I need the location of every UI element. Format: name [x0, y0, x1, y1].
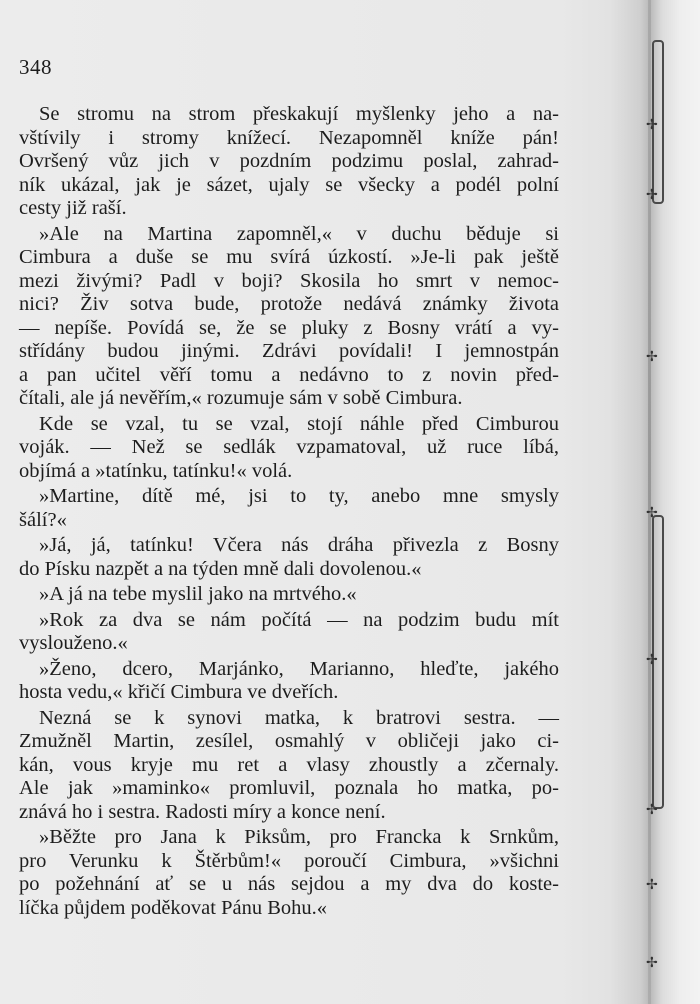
text-line: — nepíše. Povídá se, že se pluky z Bosny vrátí a vy- — [19, 316, 559, 339]
text-line: »Ženo, dcero, Marjánko, Marianno, hleďte, jakého — [39, 657, 559, 680]
text-line: nici? Živ sotva bude, protože nedává známky života — [19, 293, 559, 315]
page-number: 348 — [19, 55, 52, 79]
text-line: Se stromu na strom přeskakují myšlenky jeho a na- — [39, 103, 559, 125]
paragraph — [19, 413, 559, 484]
binding-stitch: ✢ — [646, 955, 658, 971]
text-line: mezi živými? Padl v boji? Skosila ho smrt v nemoc- — [19, 269, 559, 292]
text-line: »A já na tebe myslil jako na mrtvého.« — [39, 583, 357, 605]
paragraph — [19, 826, 559, 920]
text-line: do Písku nazpět a na týden mně dali dovolenou.« — [19, 557, 422, 580]
binding-stitch: ✢ — [646, 117, 658, 133]
body-text — [19, 103, 559, 920]
binding-stitch: ✢ — [646, 505, 658, 521]
text-line: Cimbura a duše se mu svírá úzkostí. »Je-li pak ještě — [19, 246, 559, 268]
text-line: Nezná se k synovi matka, k bratrovi sestra. — — [39, 706, 559, 729]
text-line: ník ukázal, jak je sázet, ujaly se všecky a podél polní — [19, 173, 559, 196]
text-line: vštívily i stromy knížecí. Nezapomněl kníže pán! — [19, 126, 559, 149]
text-line: líčka půjdem poděkovat Pánu Bohu.« — [19, 896, 328, 919]
text-line: hosta vedu,« křičí Cimbura ve dveřích. — [19, 681, 339, 703]
paragraph — [19, 609, 559, 656]
text-line: Ale jak »maminko« promluvil, poznala ho matka, po- — [19, 777, 559, 799]
text-line: šálí?« — [19, 508, 67, 531]
paragraph — [19, 223, 559, 411]
paragraph — [19, 707, 559, 825]
text-line: kán, vous kryje mu ret a vlasy zhoustly a zčernaly. — [19, 753, 559, 776]
paragraph — [19, 103, 559, 221]
text-line: Zmužněl Martin, zesílel, osmahlý v obličeji jako ci- — [19, 730, 559, 752]
text-line: a pan učitel věří tomu a nedávno to z novin před- — [19, 363, 559, 386]
binding-stitch: ✢ — [646, 877, 658, 893]
text-line: »Já, já, tatínku! Včera nás dráha přivezla z Bosny — [39, 534, 559, 556]
text-line: čítali, ale já nevěřím,« rozumuje sám v sobě Cimbura. — [19, 387, 463, 409]
text-line: pro Verunku k Štěrbům!« poroučí Cimbura, »všichni — [19, 849, 559, 872]
paragraph — [19, 658, 559, 705]
text-line: voják. — Než se sedlák vzpamatoval, už ruce líbá, — [19, 436, 559, 458]
binding-stitch: ✢ — [646, 187, 658, 203]
text-line: »Rok za dva se nám počítá — na podzim budu mít — [39, 608, 559, 631]
text-line: »Ale na Martina zapomněl,« v duchu běduje si — [39, 222, 559, 245]
binding-gutter — [648, 0, 651, 1004]
binding-stitch: ✢ — [646, 802, 658, 818]
paragraph — [19, 534, 559, 581]
text-line: Kde se vzal, tu se vzal, stojí náhle před Cimburou — [39, 412, 559, 435]
text-line: střídány budou jinými. Zdrávi povídali! I jemnostpán — [19, 340, 559, 362]
text-line: »Běžte pro Jana k Piksům, pro Francka k Srnkům, — [39, 826, 559, 848]
binding-stitch: ✢ — [646, 652, 658, 668]
text-line: po požehnání ať se u nás sejdou a my dva do koste- — [19, 873, 559, 895]
text-line: objímá a »tatínku, tatínku!« volá. — [19, 459, 293, 482]
text-line: cesty již raší. — [19, 197, 127, 219]
text-line: Ovršený vůz jich v pozdním podzimu poslal, zahrad- — [19, 150, 559, 172]
paragraph — [19, 583, 559, 607]
text-line: znává ho i sestra. Radosti míry a konce není. — [19, 800, 386, 823]
paragraph — [19, 485, 559, 532]
binding-stitch: ✢ — [646, 349, 658, 365]
text-line: vyslouženo.« — [19, 632, 128, 654]
text-line: »Martine, dítě mé, jsi to ty, anebo mne smysly — [39, 485, 559, 507]
